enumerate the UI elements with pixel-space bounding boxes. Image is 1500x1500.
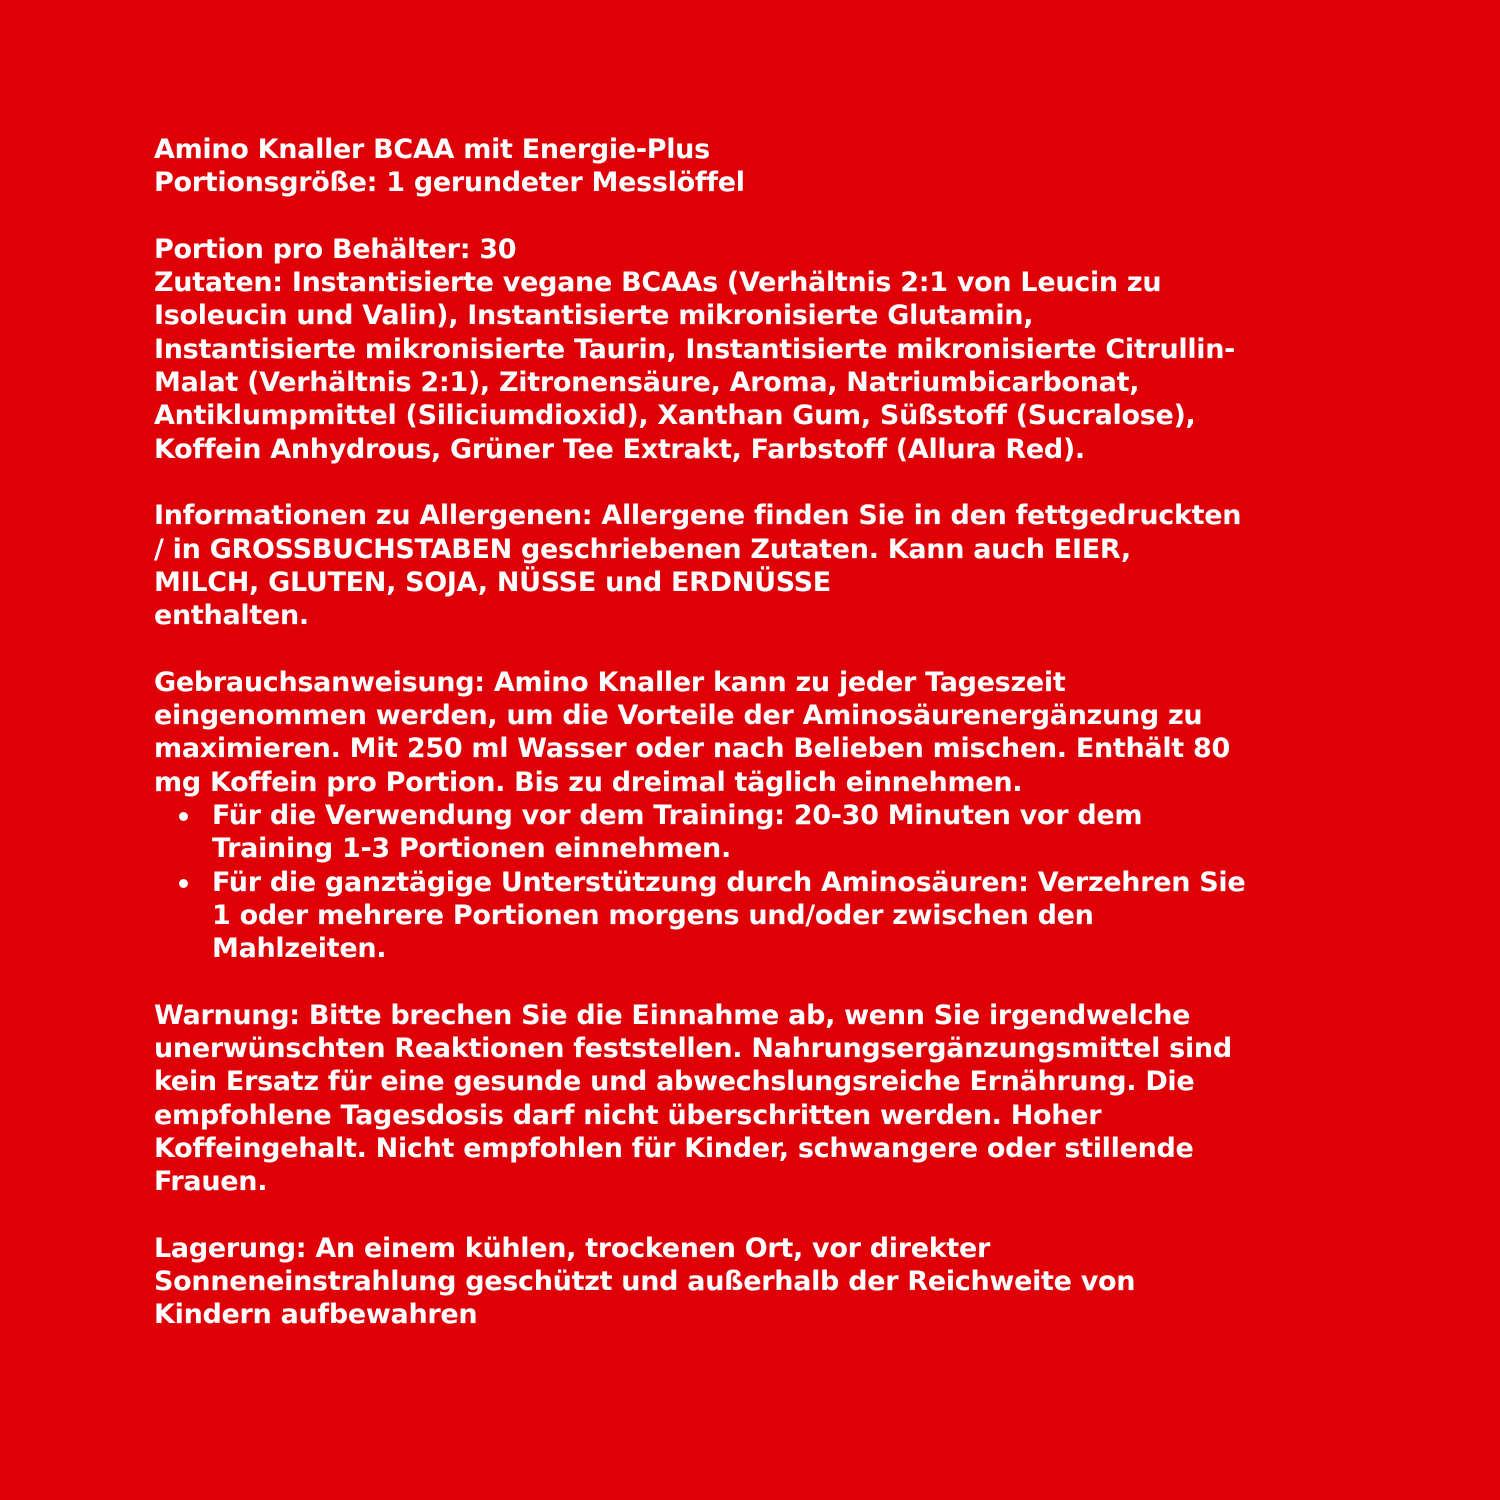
usage-line: eingenommen werden, um die Vorteile der Aminosäurenergänzung zu bbox=[154, 700, 1203, 732]
storage-line: Sonneneinstrahlung geschützt und außerhalb der Reichweite von bbox=[154, 1266, 1136, 1298]
warning-line: Warnung: Bitte brechen Sie die Einnahme ab, wenn Sie irgendwelche bbox=[154, 999, 1191, 1031]
ingredients-line: Isoleucin und Valin), Instantisierte mikronisierte Glutamin, bbox=[154, 300, 1034, 332]
usage-line: mg Koffein pro Portion. Bis zu dreimal täglich einnehmen. bbox=[154, 766, 1023, 798]
allergens-line: Informationen zu Allergenen: Allergene finden Sie in den fettgedruckten bbox=[154, 500, 1242, 532]
portions-per-container: Portion pro Behälter: 30 bbox=[154, 233, 517, 265]
bullet-line: Für die ganztägige Unterstützung durch Aminosäuren: Verzehren Sie bbox=[212, 866, 1246, 898]
spacer bbox=[154, 965, 1354, 998]
spacer bbox=[154, 466, 1354, 499]
portions-section bbox=[154, 233, 1354, 266]
warning-line: kein Ersatz für eine gesunde und abwechslungsreiche Ernährung. Die bbox=[154, 1066, 1195, 1098]
bullet-icon bbox=[179, 812, 188, 821]
spacer bbox=[154, 200, 1354, 233]
warning-line: Koffeingehalt. Nicht empfohlen für Kinder, schwangere oder stillende bbox=[154, 1132, 1194, 1164]
product-label-text bbox=[154, 133, 1354, 1332]
warning-line: Frauen. bbox=[154, 1166, 268, 1198]
allergens-line: / in GROSSBUCHSTABEN geschriebenen Zutaten. Kann auch EIER, bbox=[154, 533, 1131, 565]
usage-line: Gebrauchsanweisung: Amino Knaller kann zu jeder Tageszeit bbox=[154, 666, 1066, 698]
storage-line: Lagerung: An einem kühlen, trockenen Ort, vor direkter bbox=[154, 1232, 991, 1264]
bullet-icon bbox=[179, 879, 188, 888]
bullet-line: Für die Verwendung vor dem Training: 20-30 Minuten vor dem bbox=[212, 799, 1143, 831]
allergens-line: enthalten. bbox=[154, 600, 309, 632]
serving-size: Portionsgröße: 1 gerundeter Messlöffel bbox=[154, 167, 745, 199]
warning-line: empfohlene Tagesdosis darf nicht überschritten werden. Hoher bbox=[154, 1099, 1102, 1131]
spacer bbox=[154, 1199, 1354, 1232]
list-item bbox=[154, 866, 1354, 966]
ingredients-line: Antiklumpmittel (Siliciumdioxid), Xanthan Gum, Süßstoff (Sucralose), bbox=[154, 400, 1196, 432]
allergens-section bbox=[154, 499, 1354, 632]
ingredients-line: Koffein Anhydrous, Grüner Tee Extrakt, Farbstoff (Allura Red). bbox=[154, 433, 1085, 465]
ingredients-line: Zutaten: Instantisierte vegane BCAAs (Verhältnis 2:1 von Leucin zu bbox=[154, 267, 1162, 299]
usage-bullet-list bbox=[154, 799, 1354, 965]
allergens-line: MILCH, GLUTEN, SOJA, NÜSSE und ERDNÜSSE bbox=[154, 566, 831, 598]
ingredients-line: Malat (Verhältnis 2:1), Zitronensäure, Aroma, Natriumbicarbonat, bbox=[154, 367, 1140, 399]
product-title: Amino Knaller BCAA mit Energie-Plus bbox=[154, 134, 710, 165]
bullet-line: Training 1-3 Portionen einnehmen. bbox=[212, 833, 731, 865]
bullet-line: 1 oder mehrere Portionen morgens und/oder zwischen den bbox=[212, 899, 1094, 931]
ingredients-line: Instantisierte mikronisierte Taurin, Instantisierte mikronisierte Citrullin- bbox=[154, 333, 1236, 365]
storage-section bbox=[154, 1232, 1354, 1332]
usage-section bbox=[154, 666, 1354, 966]
header-section bbox=[154, 133, 1354, 200]
list-item bbox=[154, 799, 1354, 866]
warning-line: unerwünschten Reaktionen feststellen. Nahrungsergänzungsmittel sind bbox=[154, 1033, 1232, 1065]
spacer bbox=[154, 632, 1354, 665]
usage-line: maximieren. Mit 250 ml Wasser oder nach Belieben mischen. Enthält 80 bbox=[154, 733, 1230, 765]
ingredients-section bbox=[154, 266, 1354, 466]
warning-section bbox=[154, 999, 1354, 1199]
storage-line: Kindern aufbewahren bbox=[154, 1299, 478, 1331]
bullet-line: Mahlzeiten. bbox=[212, 933, 387, 965]
